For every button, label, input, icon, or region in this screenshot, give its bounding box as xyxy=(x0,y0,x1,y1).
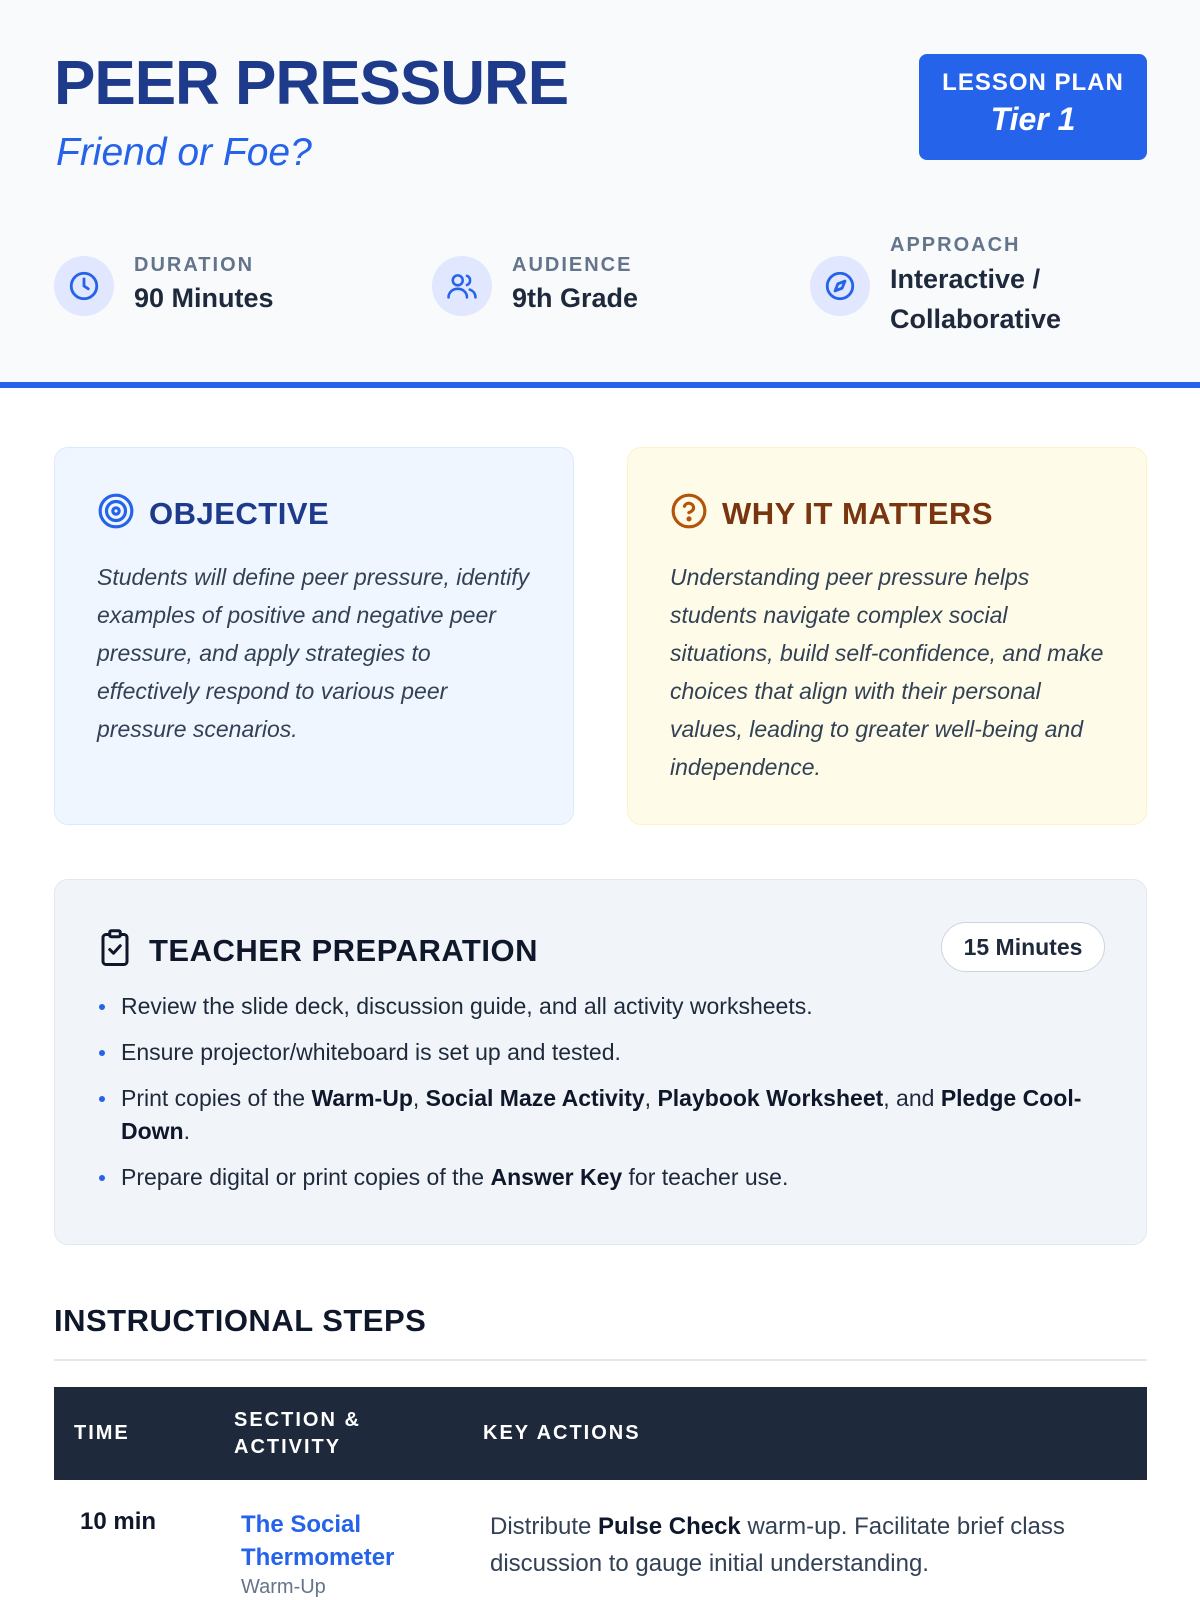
list-item: Ensure projector/whiteboard is set up and tested. xyxy=(99,1036,1109,1069)
divider xyxy=(54,1359,1147,1361)
target-icon xyxy=(97,492,135,535)
meta-value-line1: Interactive / xyxy=(890,264,1041,294)
meta-value: 90 Minutes xyxy=(134,283,274,313)
objective-title: OBJECTIVE xyxy=(149,495,330,531)
meta-approach xyxy=(810,233,1061,339)
column-header-actions: KEY ACTIONS xyxy=(483,1422,641,1444)
page-header xyxy=(0,0,1200,388)
compass-icon xyxy=(810,256,870,316)
meta-audience xyxy=(432,253,638,318)
list-item: Print copies of the Warm-Up, Social Maze Activity, Playbook Worksheet, and Pledge Cool-Down. xyxy=(99,1082,1109,1148)
page-title: PEER PRESSURE xyxy=(54,49,569,118)
meta-duration xyxy=(54,253,274,318)
steps-title: INSTRUCTIONAL STEPS xyxy=(54,1303,427,1338)
badge-label: LESSON PLAN xyxy=(942,69,1124,96)
step-time: 10 min xyxy=(80,1508,157,1535)
column-header-section: SECTION & ACTIVITY xyxy=(234,1409,361,1458)
list-item: Review the slide deck, discussion guide, and all activity worksheets. xyxy=(99,990,1109,1023)
column-header-time: TIME xyxy=(74,1422,130,1444)
meta-value: 9th Grade xyxy=(512,283,639,313)
meta-value xyxy=(890,259,1061,339)
why-body: Understanding peer pressure helps students navigate complex social situations, build self-confidence, and make choices that align with their personal values, leading to greater well-being and independence. xyxy=(670,564,1104,780)
objective-card xyxy=(54,447,574,825)
step-actions: Distribute Pulse Check warm-up. Facilitate brief class discussion to gauge initial understanding. xyxy=(490,1513,1065,1577)
clock-icon xyxy=(54,256,114,316)
meta-label: DURATION xyxy=(134,254,255,276)
table-row xyxy=(54,1480,1147,1600)
page-subtitle: Friend or Foe? xyxy=(56,131,312,174)
prep-duration-pill: 15 Minutes xyxy=(941,922,1105,972)
why-it-matters-card xyxy=(627,447,1147,825)
objective-body: Students will define peer pressure, identify examples of positive and negative peer pressure, and apply strategies to effectively respond to various peer pressure scenarios. xyxy=(97,564,530,742)
clipboard-check-icon xyxy=(97,928,133,973)
prep-title: TEACHER PREPARATION xyxy=(149,932,538,968)
users-icon xyxy=(432,256,492,316)
list-item: Prepare digital or print copies of the Answer Key for teacher use. xyxy=(99,1161,1109,1194)
why-title: WHY IT MATTERS xyxy=(722,495,994,531)
lesson-plan-badge xyxy=(919,54,1147,160)
question-circle-icon xyxy=(670,492,708,535)
teacher-preparation-card xyxy=(54,879,1147,1245)
prep-list xyxy=(99,990,1109,1207)
step-subtitle: Warm-Up xyxy=(241,1576,326,1598)
meta-label: APPROACH xyxy=(890,234,1021,256)
badge-tier: Tier 1 xyxy=(990,101,1076,138)
meta-value-line2: Collaborative xyxy=(890,304,1062,334)
steps-table-header xyxy=(54,1387,1147,1480)
meta-label: AUDIENCE xyxy=(512,254,633,276)
step-title: The Social Thermometer xyxy=(241,1511,395,1571)
